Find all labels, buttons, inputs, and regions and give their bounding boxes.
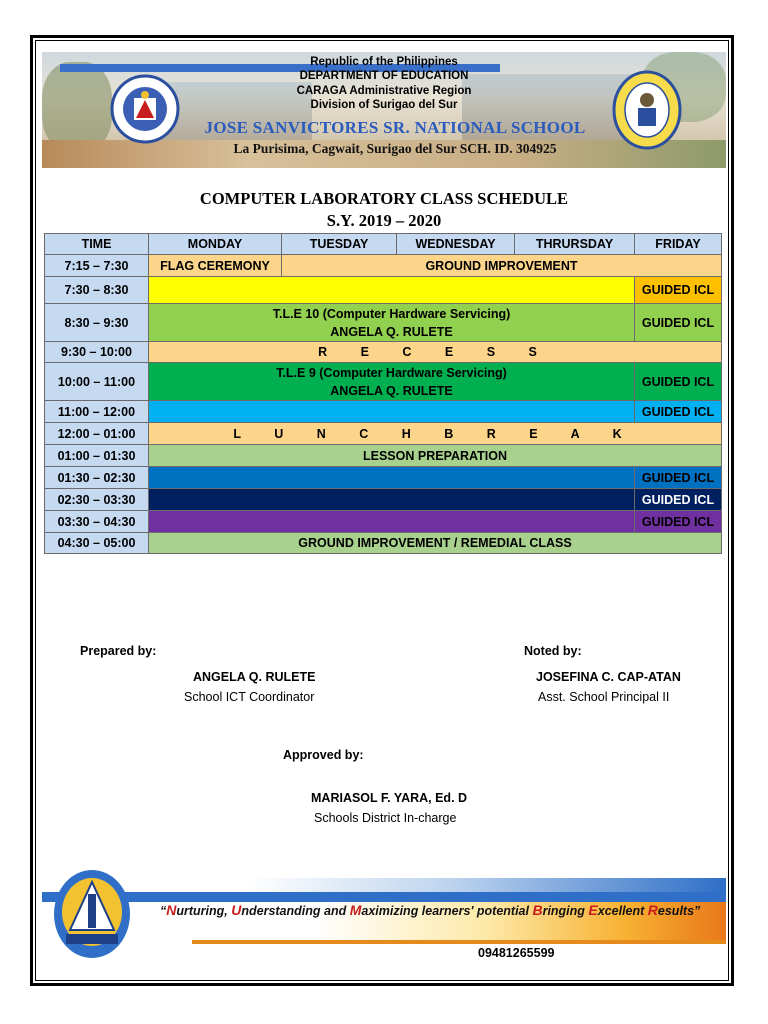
table-row: [45, 445, 722, 467]
flag-ceremony-cell: FLAG CEREMONY: [149, 255, 282, 277]
noted-by-label: Noted by:: [524, 644, 582, 658]
table-header-row: [45, 234, 722, 255]
remedial-class-cell: GROUND IMPROVEMENT / REMEDIAL CLASS: [149, 533, 722, 554]
schedule-table: [44, 233, 722, 554]
guided-icl-cell: GUIDED ICL: [635, 304, 722, 342]
empty-slot-cell: [149, 277, 635, 304]
header-division: Division of Surigao del Sur: [310, 99, 458, 111]
ground-improvement-cell: GROUND IMPROVEMENT: [282, 255, 722, 277]
motto-quote-open: “: [160, 904, 167, 918]
table-row: [45, 489, 722, 511]
motto-text: [160, 902, 700, 918]
noted-by-name: JOSEFINA C. CAP-ATAN: [536, 670, 681, 684]
table-row: [45, 511, 722, 533]
motto-word: xcellent: [597, 904, 648, 918]
time-cell: 7:15 – 7:30: [45, 255, 149, 277]
footer-stripe-orange: [192, 940, 726, 944]
prepared-by-name: ANGELA Q. RULETE: [193, 670, 316, 684]
table-row: [45, 342, 722, 363]
lesson-preparation-cell: LESSON PREPARATION: [149, 445, 722, 467]
recess-cell: R E C E S S: [149, 342, 722, 363]
table-row: [45, 255, 722, 277]
table-row: [45, 401, 722, 423]
approved-by-title: Schools District In-charge: [314, 811, 457, 825]
header-friday: FRIDAY: [635, 234, 722, 255]
school-name: JOSE SANVICTORES SR. NATIONAL SCHOOL: [204, 118, 586, 137]
time-cell: 02:30 – 03:30: [45, 489, 149, 511]
time-cell: 01:00 – 01:30: [45, 445, 149, 467]
time-cell: 10:00 – 11:00: [45, 363, 149, 401]
time-cell: 01:30 – 02:30: [45, 467, 149, 489]
class-teacher: ANGELA Q. RULETE: [330, 383, 453, 398]
motto-initial: B: [532, 902, 543, 918]
time-cell: 9:30 – 10:00: [45, 342, 149, 363]
class-teacher: ANGELA Q. RULETE: [330, 324, 453, 339]
document-title: COMPUTER LABORATORY CLASS SCHEDULE: [199, 189, 569, 208]
motto-initial: R: [647, 902, 658, 918]
footer-stripe-light: [42, 878, 726, 892]
time-cell: 7:30 – 8:30: [45, 277, 149, 304]
noted-by-title: Asst. School Principal II: [538, 690, 670, 704]
table-row: [45, 533, 722, 554]
approved-by-name: MARIASOL F. YARA, Ed. D: [311, 791, 468, 805]
prepared-by-title: School ICT Coordinator: [184, 690, 315, 704]
guided-icl-cell: GUIDED ICL: [635, 511, 722, 533]
table-row: [45, 363, 722, 401]
lunch-break-cell: L U N C H B R E A K: [149, 423, 722, 445]
motto-word: urturing,: [176, 904, 232, 918]
empty-slot-cell: [149, 511, 635, 533]
motto-initial: N: [166, 902, 177, 918]
table-row: [45, 467, 722, 489]
motto-word: esults: [657, 904, 695, 918]
time-cell: 12:00 – 01:00: [45, 423, 149, 445]
class-cell: [149, 304, 635, 342]
motto-word: ringing: [542, 904, 589, 918]
school-year: S.Y. 2019 – 2020: [326, 211, 442, 230]
guided-icl-cell: GUIDED ICL: [635, 363, 722, 401]
guided-icl-cell: GUIDED ICL: [635, 277, 722, 304]
school-address: La Purisima, Cagwait, Surigao del Sur SCH. ID. 304925: [233, 141, 557, 156]
header-thursday: THRURSDAY: [515, 234, 635, 255]
empty-slot-cell: [149, 401, 635, 423]
approved-by-label: Approved by:: [283, 748, 364, 762]
class-cell: [149, 363, 635, 401]
time-cell: 04:30 – 05:00: [45, 533, 149, 554]
header-monday: MONDAY: [149, 234, 282, 255]
time-cell: 03:30 – 04:30: [45, 511, 149, 533]
table-row: [45, 277, 722, 304]
table-row: [45, 304, 722, 342]
header-wednesday: WEDNESDAY: [397, 234, 515, 255]
header-tuesday: TUESDAY: [282, 234, 397, 255]
footer-banner: [42, 868, 726, 968]
motto-initial: E: [588, 902, 598, 918]
class-subject: T.L.E 10 (Computer Hardware Servicing): [272, 306, 511, 321]
time-cell: 8:30 – 9:30: [45, 304, 149, 342]
guided-icl-cell: GUIDED ICL: [635, 467, 722, 489]
motto-initial: U: [231, 902, 242, 918]
contact-phone: 09481265599: [478, 946, 555, 960]
footer-stripe-blue: [42, 892, 726, 902]
guided-icl-cell: GUIDED ICL: [635, 489, 722, 511]
header-department: DEPARTMENT OF EDUCATION: [299, 70, 469, 82]
motto-word: nderstanding and: [241, 904, 350, 918]
motto-word: aximizing learners' potential: [361, 904, 533, 918]
table-row: [45, 423, 722, 445]
motto-quote-close: ”: [694, 904, 701, 918]
guided-icl-cell: GUIDED ICL: [635, 401, 722, 423]
header-republic: Republic of the Philippines: [310, 56, 458, 68]
header-region: CARAGA Administrative Region: [296, 85, 472, 97]
header-time: TIME: [45, 234, 149, 255]
class-subject: T.L.E 9 (Computer Hardware Servicing): [276, 365, 507, 380]
school-emblem-icon: [52, 868, 132, 960]
time-cell: 11:00 – 12:00: [45, 401, 149, 423]
empty-slot-cell: [149, 467, 635, 489]
motto-initial: M: [349, 902, 362, 918]
empty-slot-cell: [149, 489, 635, 511]
prepared-by-label: Prepared by:: [80, 644, 157, 658]
